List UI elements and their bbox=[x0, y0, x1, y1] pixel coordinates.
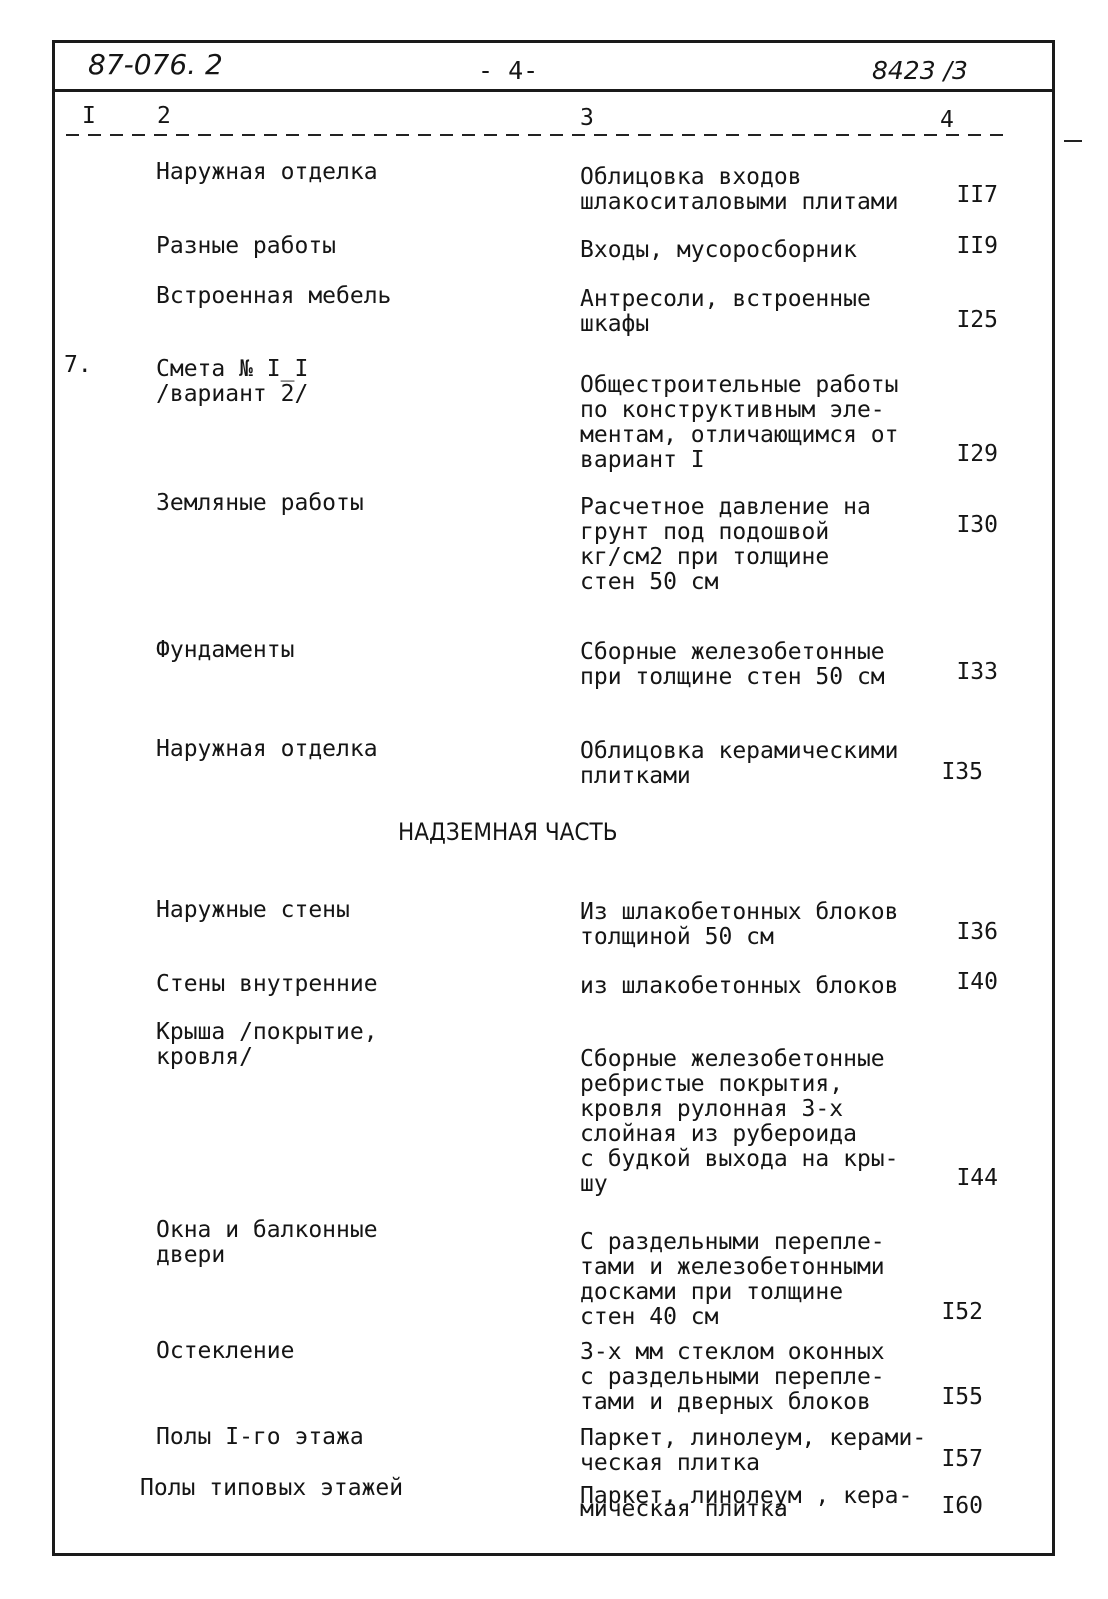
row-element: Разные работы bbox=[156, 233, 337, 259]
column-header-4: 4 bbox=[940, 107, 954, 133]
row-page: I30 bbox=[956, 512, 998, 538]
row-description: Входы, мусоросборник bbox=[580, 237, 857, 263]
row-description: Сборные железобетонные ребристые покрытия, кровля рулонная 3-х слойная из рубероида с будкой выхода на кры- шу bbox=[580, 1046, 899, 1197]
row-description: Общестроительные работы по конструктивным эле- ментам, отличающимся от вариант I bbox=[580, 372, 899, 473]
row-page: I52 bbox=[941, 1299, 983, 1325]
section-heading: НАДЗЕМНАЯ ЧАСТЬ bbox=[398, 818, 618, 846]
row-page: I25 bbox=[956, 307, 998, 333]
row-page: I44 bbox=[956, 1165, 998, 1191]
row-page: I55 bbox=[941, 1384, 983, 1410]
row-description: Паркет, линолеум , кера- мическая плитка bbox=[580, 1483, 913, 1522]
row-element: Наружная отделка bbox=[156, 159, 378, 185]
row-page: I40 bbox=[956, 969, 998, 995]
row-description: Из шлакобетонных блоков толщиной 50 см bbox=[580, 899, 899, 950]
row-element: Земляные работы bbox=[156, 490, 364, 516]
row-element: Встроенная мебель bbox=[156, 283, 392, 309]
row-element: Стены внутренние bbox=[156, 971, 378, 997]
header-divider bbox=[52, 89, 1055, 92]
row-description: Облицовка входов шлакоситаловыми плитами bbox=[580, 164, 899, 215]
row-description: С раздельными перепле- тами и железобетонными досками при толщине стен 40 см bbox=[580, 1229, 885, 1330]
row-page: II9 bbox=[956, 233, 998, 259]
row-description: из шлакобетонных блоков bbox=[580, 973, 899, 999]
row-element: Полы I-го этажа bbox=[156, 1424, 364, 1450]
column-header-1: I bbox=[82, 103, 96, 129]
row-element: Фундаменты bbox=[156, 637, 295, 663]
row-description: Сборные железобетонные при толщине стен 50 см bbox=[580, 639, 885, 690]
row-element: Наружная отделка bbox=[156, 736, 378, 762]
row-description: 3-х мм стеклом оконных с раздельными перепле- тами и дверных блоков bbox=[580, 1339, 885, 1415]
row-page: I29 bbox=[956, 441, 998, 467]
column-header-rule bbox=[66, 134, 1006, 136]
column-header-2: 2 bbox=[157, 103, 171, 129]
page-frame bbox=[52, 40, 1055, 1556]
row-page: I33 bbox=[956, 659, 998, 685]
row-page: I60 bbox=[941, 1493, 983, 1519]
row-description: Антресоли, встроенные шкафы bbox=[580, 286, 871, 337]
row-element: Окна и балконные двери bbox=[156, 1217, 378, 1268]
row-number: 7. bbox=[64, 352, 92, 378]
page-number: - 4- bbox=[478, 56, 539, 85]
row-page: II7 bbox=[956, 182, 998, 208]
row-element: Остекление bbox=[156, 1338, 295, 1364]
margin-dash bbox=[1064, 140, 1082, 142]
column-header-3: 3 bbox=[580, 105, 594, 131]
row-page: I57 bbox=[941, 1446, 983, 1472]
row-element: Крыша /покрытие, кровля/ bbox=[156, 1019, 378, 1070]
row-element: Наружные стены bbox=[156, 897, 350, 923]
row-element: Полы типовых этажей bbox=[140, 1475, 404, 1501]
row-page: I35 bbox=[941, 759, 983, 785]
row-description: Облицовка керамическими плитками bbox=[580, 738, 899, 789]
row-page: I36 bbox=[956, 919, 998, 945]
row-description: Паркет, линолеум, керами- ческая плитка bbox=[580, 1425, 927, 1476]
row-element: Смета № I_I /вариант 2/ bbox=[156, 356, 309, 407]
doc-code: 87-076. 2 bbox=[88, 48, 223, 81]
row-description: Расчетное давление на грунт под подошвой кг/см2 при толщине стен 50 см bbox=[580, 494, 871, 595]
sheet-ref: 8423 /3 bbox=[872, 56, 968, 85]
